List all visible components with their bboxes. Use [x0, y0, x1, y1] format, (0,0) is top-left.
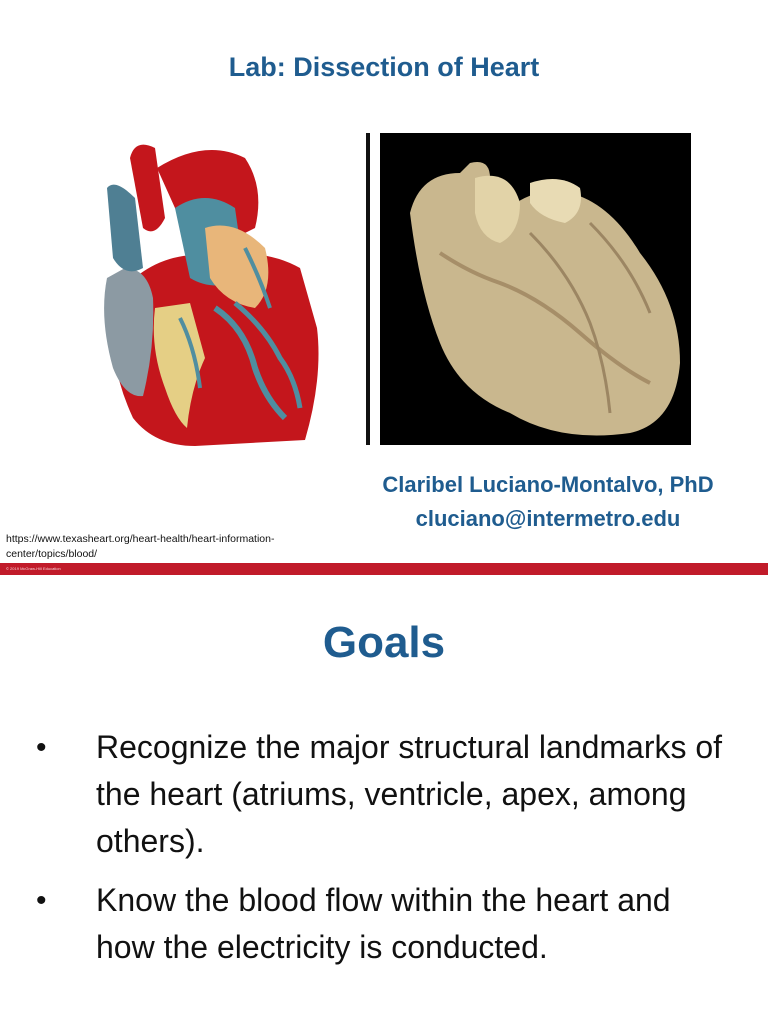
goal-item [36, 877, 736, 971]
image-divider [366, 133, 370, 445]
bullet-icon: • [36, 731, 47, 764]
source-url-line2: center/topics/blood/ [6, 548, 98, 560]
heart-model-image [95, 128, 325, 448]
goal-item [36, 724, 736, 865]
goals-list [36, 724, 736, 983]
author-email: cluciano@intermetro.edu [415, 506, 681, 531]
goals-title: Goals [322, 618, 446, 667]
author-block [338, 468, 758, 536]
author-name: Claribel Luciano-Montalvo, PhD [382, 472, 714, 497]
source-url-line1: https://www.texasheart.org/heart-health/heart-information- [6, 533, 275, 545]
slide-title: Lab: Dissection of Heart [228, 52, 540, 82]
footer-bar [0, 563, 768, 575]
image-source-link[interactable] [6, 532, 346, 562]
goal-text: Know the blood flow within the heart and how the electricity is conducted. [96, 882, 671, 965]
copyright-notice: © 2019 McGraw-Hill Education [6, 566, 61, 571]
goal-text: Recognize the major structural landmarks of the heart (atriums, ventricle, apex, among others). [96, 729, 723, 859]
dissected-heart-photo [380, 133, 691, 445]
bullet-icon: • [36, 884, 47, 917]
slide-goals [0, 576, 768, 1024]
